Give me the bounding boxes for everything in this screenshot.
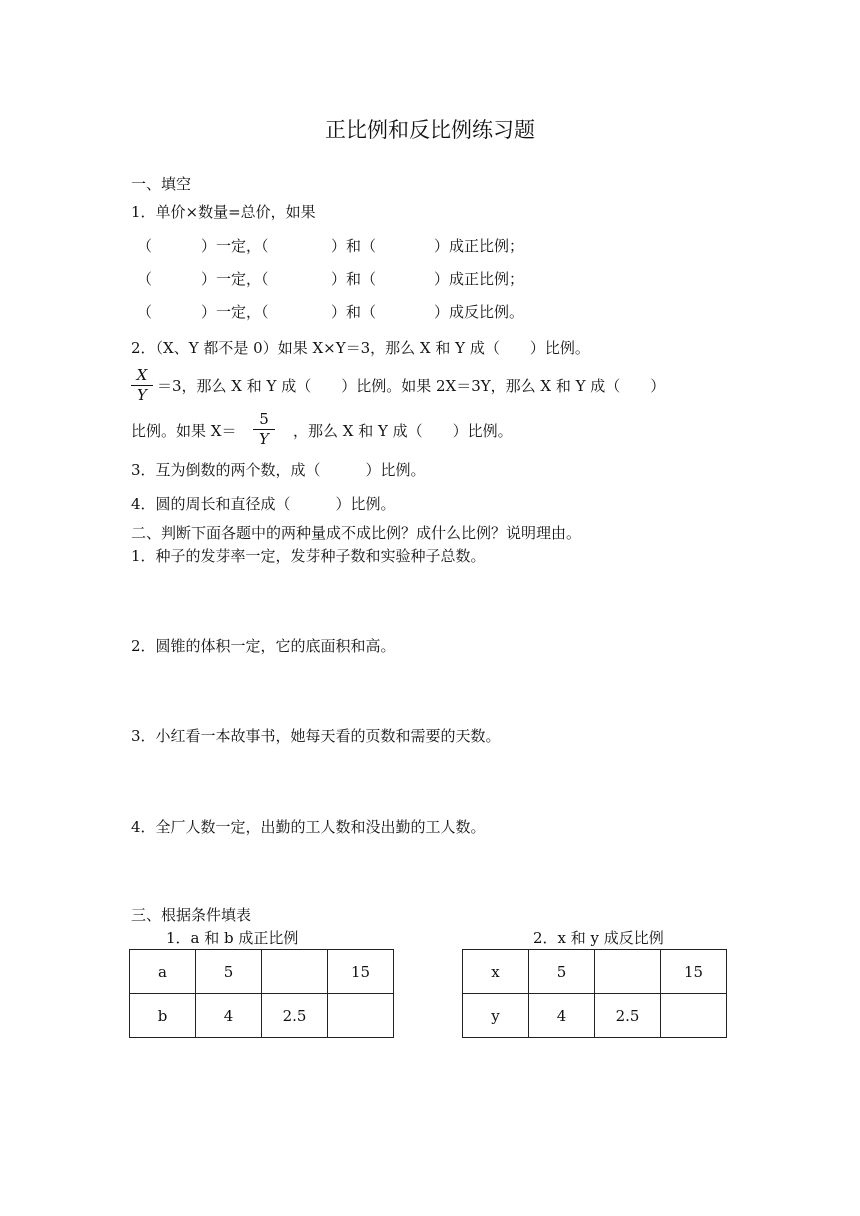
table-cell: 15	[328, 950, 394, 994]
table-cell: 2.5	[595, 994, 661, 1038]
section2-item-2: 2．圆锥的体积一定，它的底面积和高。	[131, 637, 396, 655]
fraction-denominator: Y	[137, 386, 147, 404]
fraction-x-over-y	[131, 366, 153, 404]
q2-line-1: 2．（X、Y 都不是 0）如果 X×Y＝3，那么 X 和 Y 成（ ）比例。	[131, 339, 590, 357]
q3-text: 3．互为倒数的两个数，成（ ）比例。	[131, 461, 426, 479]
q1-lead: 1．单价×数量=总价，如果	[131, 203, 316, 221]
fraction-numerator: 5	[253, 410, 275, 430]
q2-line-3b: ，那么 X 和 Y 成（ ）比例。	[293, 422, 513, 440]
table-cell-blank[interactable]	[328, 994, 394, 1038]
fraction-5-over-y	[253, 410, 275, 448]
table1-caption: 1．a 和 b 成正比例	[166, 929, 299, 947]
section2-item-1: 1．种子的发芽率一定，发芽种子数和实验种子总数。	[131, 547, 486, 565]
table2-caption: 2．x 和 y 成反比例	[533, 929, 664, 947]
table-cell: 2.5	[262, 994, 328, 1038]
fraction-denominator: Y	[259, 430, 269, 448]
table-cell-blank[interactable]	[661, 994, 727, 1038]
q2-line-2: ＝3，那么 X 和 Y 成（ ）比例。如果 2X＝3Y，那么 X 和 Y 成（ ）	[157, 377, 666, 395]
table-cell: 4	[529, 994, 595, 1038]
table-direct-proportion	[129, 949, 394, 1038]
table-row	[463, 994, 727, 1038]
table-cell: 5	[529, 950, 595, 994]
table-cell-blank[interactable]	[595, 950, 661, 994]
table-cell-blank[interactable]	[262, 950, 328, 994]
table-inverse-proportion	[462, 949, 727, 1038]
table-cell: a	[130, 950, 196, 994]
section3-heading: 三、根据条件填表	[131, 906, 252, 924]
table-cell: 4	[196, 994, 262, 1038]
table-row	[130, 994, 394, 1038]
page-title: 正比例和反比例练习题	[325, 118, 535, 142]
q2-line-3a: 比例。如果 X＝	[131, 422, 237, 440]
section2-heading: 二、判断下面各题中的两种量成不成比例？成什么比例？说明理由。	[131, 524, 582, 542]
table-cell: b	[130, 994, 196, 1038]
section2-item-3: 3．小红看一本故事书，她每天看的页数和需要的天数。	[131, 727, 501, 745]
q4-text: 4．圆的周长和直径成（ ）比例。	[131, 495, 396, 513]
fraction-numerator: X	[131, 366, 153, 386]
section1-heading: 一、填空	[131, 175, 192, 193]
table-cell: y	[463, 994, 529, 1038]
table-cell: 5	[196, 950, 262, 994]
table-row	[130, 950, 394, 994]
table-cell: 15	[661, 950, 727, 994]
table-row	[463, 950, 727, 994]
table-cell: x	[463, 950, 529, 994]
section2-item-4: 4．全厂人数一定，出勤的工人数和没出勤的工人数。	[131, 818, 486, 836]
